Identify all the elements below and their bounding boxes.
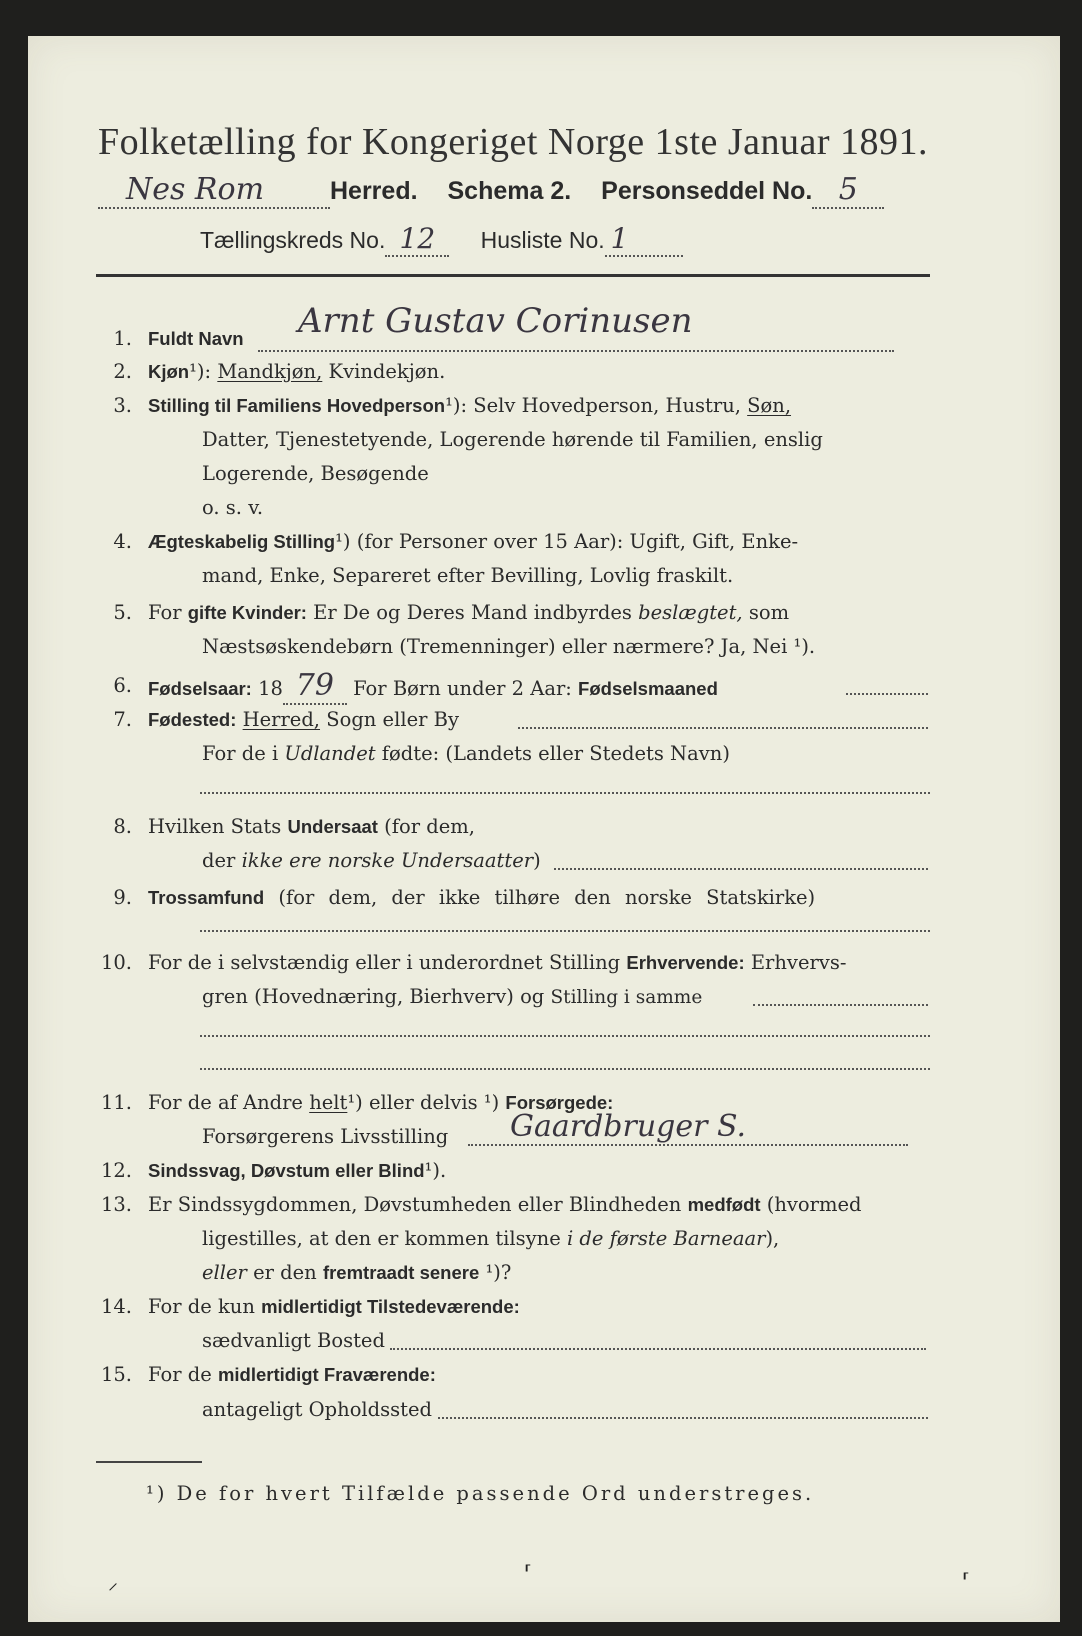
item-number: 8. — [113, 815, 132, 838]
dotted-fill-line — [518, 727, 928, 729]
dotted-fill-line — [753, 1004, 928, 1006]
item-number: 1. — [113, 327, 132, 350]
options-text: mand, Enke, Separeret efter Bevilling, Lovlig fraskilt. — [202, 564, 734, 587]
options-text: o. s. v. — [202, 496, 264, 519]
item-text — [202, 737, 730, 771]
question-text: gren (Hovednæring, Bierhverv) og — [202, 985, 545, 1008]
question-text: fødte: (Landets eller Stedets Navn) — [381, 742, 730, 765]
item-text — [148, 322, 244, 356]
question-text: (for dem, der ikke tilhøre den norske Statskirke) — [278, 886, 816, 909]
field-label: Erhvervende: — [626, 952, 745, 973]
herred-label: Herred. — [330, 177, 418, 205]
question-text: sædvanligt Bosted — [202, 1329, 385, 1352]
item-number: 4. — [113, 530, 132, 553]
field-label: Sindssvag, Døvstum eller Blind — [148, 1160, 425, 1181]
item-number: 2. — [113, 360, 132, 383]
field-label: fremtraadt senere — [322, 1262, 480, 1283]
field-label: Fødselsaar: — [148, 678, 252, 699]
option-kvindekjon: Kvindekjøn. — [328, 360, 446, 383]
question-text: ), — [765, 1227, 780, 1250]
header-line-taellingskreds — [200, 222, 900, 258]
dotted-fill-line — [846, 693, 928, 695]
options-text: Datter, Tjenestetyende, Logerende hørende til Familien, enslig — [202, 428, 823, 451]
item-number: 10. — [100, 951, 132, 974]
corner-mark-right-icon: ⸢ — [962, 1568, 970, 1592]
item-text — [148, 810, 475, 844]
question-text-italic: Udlandet — [284, 742, 376, 765]
item-text — [148, 1154, 446, 1188]
taellingskreds-value: 12 — [385, 222, 449, 257]
birth-year-value: 79 — [283, 669, 347, 705]
option-herred-underlined: Herred, — [242, 708, 321, 731]
field-label: Forsørgede: — [505, 1092, 614, 1113]
text-prefix: For de — [148, 1363, 212, 1386]
dotted-fill-line — [390, 1348, 926, 1350]
question-text: Forsørgerens Livsstilling — [202, 1125, 449, 1148]
dotted-fill-line — [200, 1068, 930, 1070]
corner-mark-center-icon: ⸢ — [524, 1560, 532, 1584]
option-mandkjon-underlined: Mandkjøn, — [217, 360, 323, 383]
dotted-fill-line — [554, 868, 928, 870]
question-text: som — [748, 601, 790, 624]
dotted-fill-line — [468, 1144, 908, 1146]
full-name-value: Arnt Gustav Corinusen — [298, 301, 693, 341]
item-text — [148, 1188, 862, 1222]
question-text: Næstsøskendebørn (Tremenninger) eller nærmere? Ja, Nei ¹). — [202, 635, 816, 658]
item-number: 6. — [113, 674, 132, 697]
field-label: midlertidigt Tilstedeværende: — [261, 1296, 520, 1317]
option-helt-underlined: helt — [309, 1091, 348, 1114]
question-text: der — [202, 849, 236, 872]
question-text: ) — [533, 849, 541, 872]
corner-mark-left-icon: ⸝ — [108, 1570, 118, 1594]
question-text: Erhvervs- — [750, 951, 847, 974]
field-label-birth-month: Fødselsmaaned — [578, 678, 718, 699]
options-text: Selv Hovedperson, Hustru, — [473, 394, 741, 417]
item-text — [202, 980, 702, 1015]
header-divider — [96, 274, 930, 277]
footnote-ref: ¹): — [189, 360, 212, 383]
option-son-underlined: Søn, — [747, 394, 792, 417]
herred-value: Nes Rom — [98, 172, 330, 209]
year-prefix: 18 — [258, 677, 283, 700]
husliste-value: 1 — [605, 222, 683, 257]
field-label: Trossamfund — [148, 887, 265, 908]
item-text — [148, 525, 798, 559]
question-text-italic: i de første Barneaar — [566, 1227, 766, 1250]
item-number: 13. — [100, 1193, 132, 1216]
question-text-italic: ikke ere norske Undersaatter — [241, 849, 534, 872]
item-text — [202, 1222, 779, 1256]
field-label: gifte Kvinder: — [187, 602, 307, 623]
item-number: 11. — [100, 1091, 132, 1114]
item-text — [148, 389, 791, 423]
item-number: 5. — [113, 601, 132, 624]
item-number: 12. — [100, 1159, 132, 1182]
footnote-ref: ¹). — [424, 1159, 447, 1182]
field-label: midlertidigt Fraværende: — [217, 1364, 436, 1385]
item-number: 3. — [113, 394, 132, 417]
item-text — [148, 1290, 520, 1324]
item-text — [148, 881, 815, 915]
text-prefix: For de kun — [148, 1295, 255, 1318]
options-text: Sogn eller By — [326, 708, 459, 731]
schema-label: Schema 2. — [447, 177, 572, 205]
question-text: (for dem, — [384, 815, 475, 838]
question-text: (hvormed — [766, 1193, 862, 1216]
question-text: For Børn under 2 Aar: — [353, 677, 572, 700]
form-title: Folketælling for Kongeriget Norge 1ste Januar 1891. — [98, 121, 929, 163]
question-text: For de i — [202, 742, 279, 765]
dotted-fill-line — [258, 350, 894, 352]
field-label: Undersaat — [287, 816, 378, 837]
personseddel-value: 5 — [812, 172, 884, 209]
item-number: 14. — [100, 1295, 132, 1318]
item-text — [148, 1358, 436, 1392]
item-text — [202, 844, 541, 878]
question-text: antageligt Opholdssted — [202, 1398, 433, 1421]
dotted-fill-line — [200, 1035, 930, 1037]
footnote: ¹) De for hvert Tilfælde passende Ord understreges. — [146, 1482, 815, 1505]
footnote-divider — [96, 1461, 202, 1463]
item-text — [148, 596, 789, 630]
item-number: 15. — [100, 1363, 132, 1386]
options-text: Logerende, Besøgende — [202, 462, 429, 485]
husliste-label: Husliste No. — [480, 227, 605, 253]
question-text: ¹) eller delvis ¹) — [347, 1091, 500, 1114]
field-label: Ægteskabelig Stilling — [148, 531, 336, 552]
question-text: Hvilken Stats — [148, 815, 282, 838]
text-prefix: For — [148, 601, 182, 624]
dotted-fill-line — [200, 930, 930, 932]
provider-occupation-value: Gaardbruger S. — [510, 1109, 747, 1144]
item-number: 9. — [113, 886, 132, 909]
question-text: Er Sindssygdommen, Døvstumheden eller Blindheden — [148, 1193, 682, 1216]
question-text-italic: eller — [202, 1261, 247, 1284]
footnote-ref: ¹) — [335, 530, 351, 553]
field-label: Stilling til Familiens Hovedperson — [148, 395, 446, 416]
dotted-fill-line — [438, 1417, 928, 1419]
question-text: Er De og Deres Mand indbyrdes — [313, 601, 632, 624]
item-text — [202, 1256, 511, 1290]
question-text: ligestilles, at den er kommen tilsyne — [202, 1227, 561, 1250]
item-text — [148, 703, 459, 737]
field-label: Kjøn — [148, 361, 190, 382]
field-label: Fødested: — [148, 709, 237, 730]
item-number: 7. — [113, 708, 132, 731]
question-text: For de af Andre — [148, 1091, 303, 1114]
item-text — [148, 669, 718, 706]
item-text — [148, 946, 846, 980]
options-text: (for Personer over 15 Aar): Ugift, Gift, Enke- — [356, 530, 799, 553]
footnote-ref: ¹): — [445, 394, 468, 417]
taellingskreds-label: Tællingskreds No. — [200, 227, 386, 253]
dotted-fill-line — [200, 792, 930, 794]
field-label: medfødt — [687, 1194, 761, 1215]
personseddel-label: Personseddel No. — [601, 177, 813, 205]
question-text-italic: beslægtet, — [638, 601, 743, 624]
item-text — [148, 355, 445, 389]
question-text: er den — [253, 1261, 317, 1284]
footnote-ref: ¹)? — [485, 1261, 512, 1284]
question-text: For de i selvstændig eller i underordnet Stilling — [148, 951, 621, 974]
field-label: Fuldt Navn — [148, 328, 244, 349]
question-text: Stilling i samme — [550, 987, 703, 1008]
header-line-herred — [98, 172, 938, 212]
